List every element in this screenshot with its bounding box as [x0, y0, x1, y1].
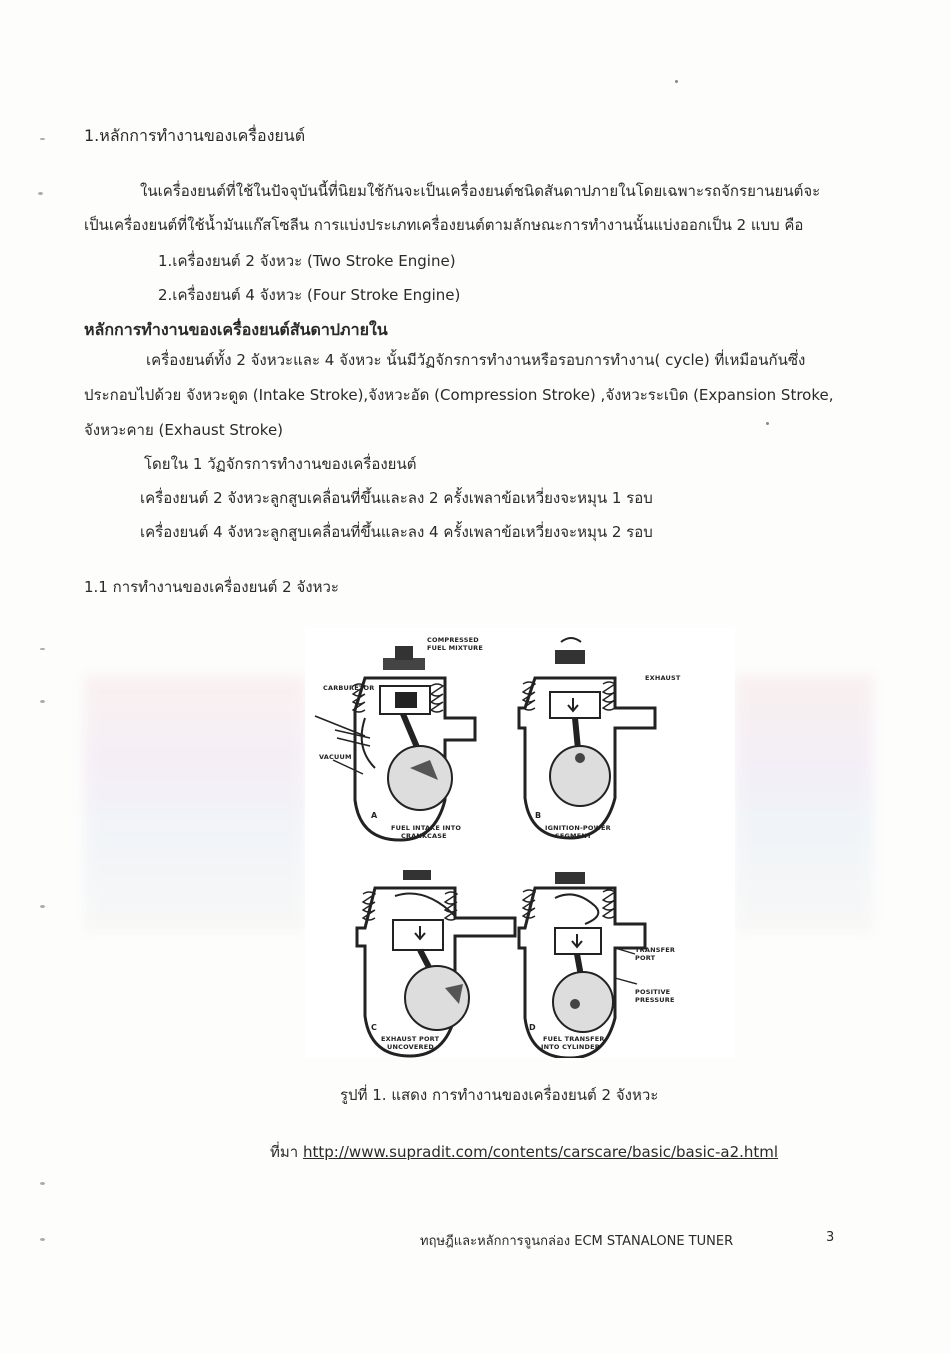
source-label: ที่มา — [270, 1143, 299, 1161]
label-vacuum: VACUUM — [319, 753, 352, 761]
panel-c-caption-2: UNCOVERED — [387, 1043, 434, 1051]
principle-line-3: จังหวะคาย (Exhaust Stroke) — [84, 421, 284, 439]
label-port: PORT — [635, 954, 656, 962]
panel-b-letter: B — [535, 811, 542, 820]
cycle-line-1: โดยใน 1 วัฏจักรการทำงานของเครื่องยนต์ — [144, 455, 417, 473]
intro-line-1: ในเครื่องยนต์ที่ใช้ในปัจจุบันนี้ที่นิยมใช้กันจะเป็นเครื่องยนต์ชนิดสันดาปภายในโดยเฉพาะรถจักรยานยนต์จะ — [140, 182, 821, 200]
watermark-left — [84, 675, 306, 933]
two-stroke-engine-figure — [305, 628, 735, 1058]
label-pressure: PRESSURE — [635, 996, 675, 1004]
panel-b-caption-1: IGNITION-POWER — [545, 824, 611, 832]
section-title: 1.หลักการทำงานของเครื่องยนต์ — [84, 126, 306, 145]
cycle-line-3: เครื่องยนต์ 4 จังหวะลูกสูบเคลื่อนที่ขึ้นและลง 4 ครั้งเพลาข้อเหวี่ยงจะหมุน 2 รอบ — [140, 523, 653, 541]
panel-c-caption-1: EXHAUST PORT — [381, 1035, 440, 1043]
label-positive: POSITIVE — [635, 988, 671, 996]
panel-d-letter: D — [529, 1023, 536, 1032]
panel-a-caption-2: CRANKCASE — [401, 832, 447, 840]
panel-d-caption-2: INTO CYLINDER — [541, 1043, 600, 1051]
panel-c-letter: C — [371, 1023, 378, 1032]
label-compressed: COMPRESSED — [427, 636, 479, 644]
panel-a-letter: A — [371, 811, 378, 820]
label-transfer: TRANSFER — [635, 946, 676, 954]
watermark-right — [735, 675, 873, 933]
panel-b-caption-2: SEGMENT — [555, 832, 592, 840]
engine-type-four-stroke: 2.เครื่องยนต์ 4 จังหวะ (Four Stroke Engine) — [158, 286, 461, 304]
principle-line-2: ประกอบไปด้วย จังหวะดูด (Intake Stroke),จังหวะอัด (Compression Stroke) ,จังหวะระเบิด (Expansion Stroke, — [84, 386, 834, 404]
footer-title: ทฤษฎีและหลักการจูนกล่อง ECM STANALONE TUNER — [420, 1234, 734, 1249]
source-link[interactable]: http://www.supradit.com/contents/carscare/basic/basic-a2.html — [302, 1143, 779, 1161]
label-exhaust: EXHAUST — [645, 674, 681, 682]
source-line — [270, 1142, 778, 1162]
cycle-line-2: เครื่องยนต์ 2 จังหวะลูกสูบเคลื่อนที่ขึ้นและลง 2 ครั้งเพลาข้อเหวี่ยงจะหมุน 1 รอบ — [140, 489, 653, 507]
subsection-title: 1.1 การทำงานของเครื่องยนต์ 2 จังหวะ — [84, 578, 339, 596]
page-number: 3 — [826, 1230, 835, 1245]
label-fuel-mixture: FUEL MIXTURE — [427, 644, 484, 652]
principle-line-1: เครื่องยนต์ทั้ง 2 จังหวะและ 4 จังหวะ นั้นมีวัฏจักรการทำงานหรือรอบการทำงาน( cycle) ที่เหมือนกันซึ่ง — [146, 351, 806, 369]
principle-heading: หลักการทำงานของเครื่องยนต์สันดาปภายใน — [84, 320, 388, 339]
engine-type-two-stroke: 1.เครื่องยนต์ 2 จังหวะ (Two Stroke Engine) — [158, 252, 456, 270]
label-carburetor: CARBURETOR — [323, 684, 375, 692]
figure-caption: รูปที่ 1. แสดง การทำงานของเครื่องยนต์ 2 จังหวะ — [340, 1086, 659, 1104]
intro-line-2: เป็นเครื่องยนต์ที่ใช้น้ำมันแก๊สโซลีน การแบ่งประเภทเครื่องยนต์ตามลักษณะการทำงานนั้นแบ่งออกเป็น 2 แบบ คือ — [84, 216, 804, 234]
panel-d-caption-1: FUEL TRANSFER — [543, 1035, 605, 1043]
panel-a-caption-1: FUEL INTAKE INTO — [391, 824, 462, 832]
